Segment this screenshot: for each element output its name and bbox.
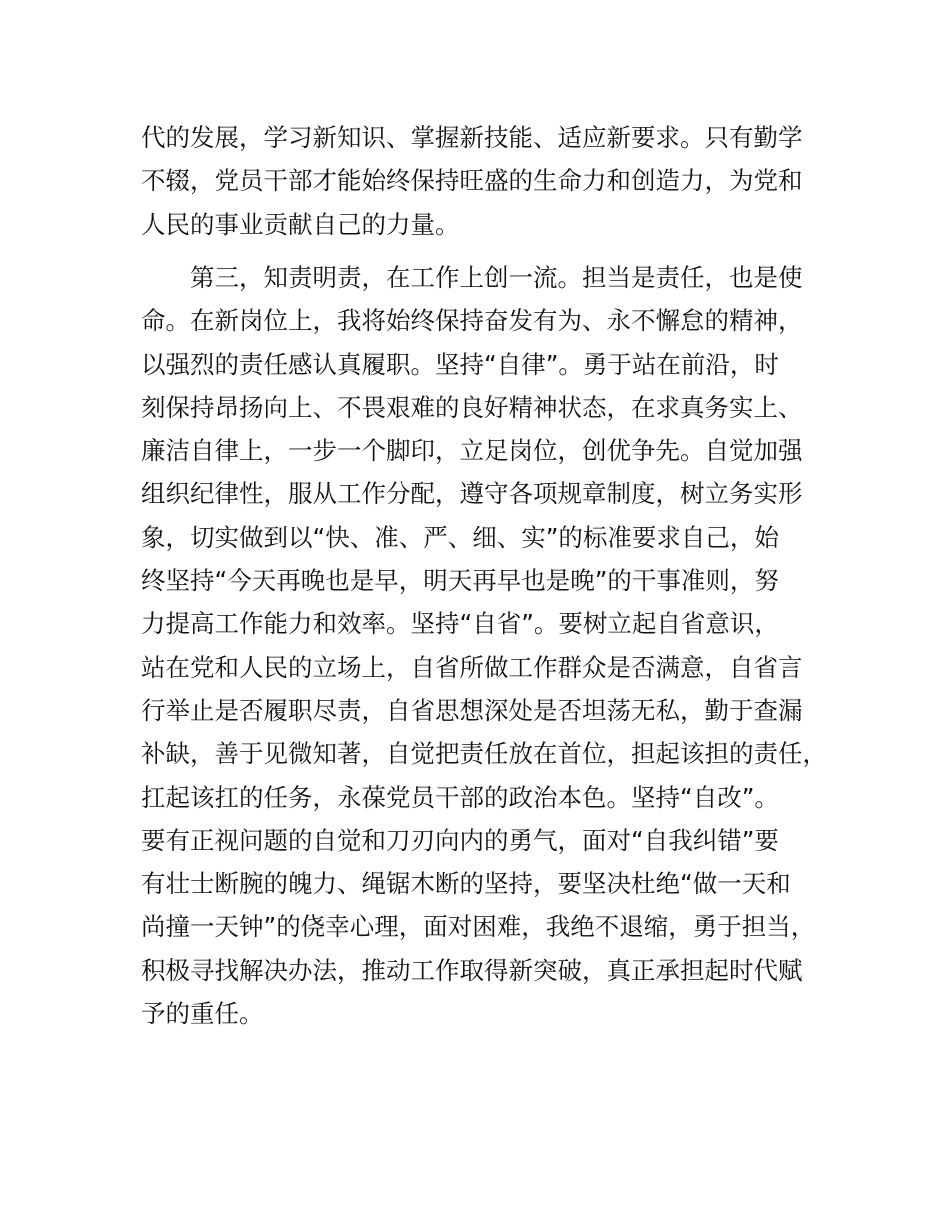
text-line: 组织纪律性，服从工作分配，遵守各项规章制度，树立务实形 [141,479,803,509]
text-line: 补缺，善于见微知著，自觉把责任放在首位，担起该担的责任， [141,739,827,769]
text-line: 代的发展，学习新知识、掌握新技能、适应新要求。只有勤学 [141,123,803,152]
text-line: 力提高工作能力和效率。坚持“自省”。要树立起自省意识， [141,609,779,639]
text-line: 扛起该扛的任务，永葆党员干部的政治本色。坚持“自改”。 [141,782,779,812]
text-line: 象，切实做到以“快、准、严、细、实”的标准要求自己，始 [141,522,779,552]
text-line: 尚撞一天钟”的侥幸心理，面对困难，我绝不退缩，勇于担当， [141,912,816,942]
paragraph-section-three [141,256,841,1035]
text-line: 终坚持“今天再晚也是早，明天再早也是晚”的干事准则，努 [141,566,779,596]
text-line: 要有正视问题的自觉和刀刃向内的勇气，面对“自我纠错”要 [141,825,779,855]
text-line: 站在党和人民的立场上，自省所做工作群众是否满意，自省言 [141,652,803,682]
text-line: 积极寻找解决办法，推动工作取得新突破，真正承担起时代赋 [141,955,803,985]
text-line: 刻保持昂扬向上、不畏艰难的良好精神状态，在求真务实上、 [141,392,803,422]
text-line: 命。在新岗位上，我将始终保持奋发有为、永不懈怠的精神， [141,306,803,336]
text-line: 行举止是否履职尽责，自省思想深处是否坦荡无私，勤于查漏 [141,695,803,725]
text-line: 廉洁自律上，一步一个脚印，立足岗位，创优争先。自觉加强 [141,436,803,466]
text-line-indented: 第三，知责明责，在工作上创一流。担当是责任，也是使 [190,263,803,292]
text-line: 以强烈的责任感认真履职。坚持“自律”。勇于站在前沿，时 [141,349,779,379]
text-line: 不辍，党员干部才能始终保持旺盛的生命力和创造力，为党和 [141,166,803,196]
text-line: 人民的事业贡献自己的力量。 [141,209,460,239]
text-line: 予的重任。 [141,999,264,1029]
text-line: 有壮士断腕的魄力、绳锯木断的坚持，要坚决杜绝“做一天和 [141,869,791,899]
paragraph-continued [141,116,841,246]
